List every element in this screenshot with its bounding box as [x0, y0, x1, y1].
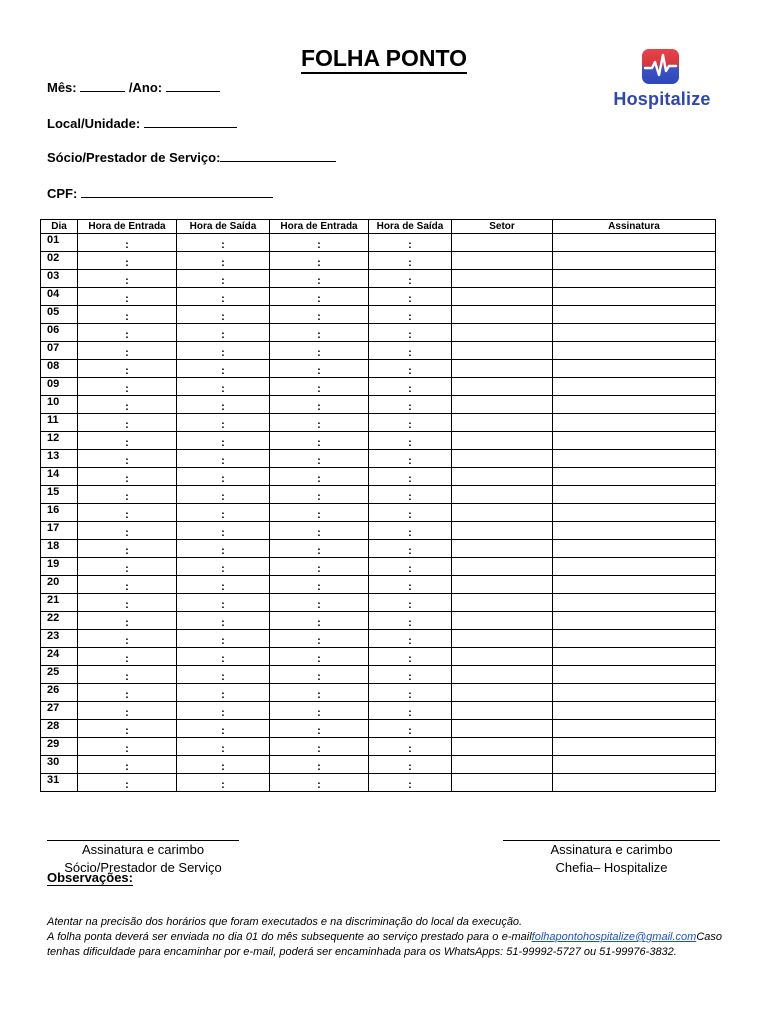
hora-entrada-1-cell[interactable]: : [78, 306, 177, 324]
hora-entrada-1-cell[interactable]: : [78, 666, 177, 684]
setor-cell[interactable] [452, 666, 553, 684]
observations-line-2-pre: A folha ponta deverá ser enviada no dia 01 do mês subsequente ao serviço prestado para o e-mail [47, 931, 532, 943]
day-cell: 15 [41, 486, 78, 504]
assinatura-cell[interactable] [553, 252, 716, 270]
assinatura-cell[interactable] [553, 486, 716, 504]
setor-cell[interactable] [452, 234, 553, 252]
local-blank[interactable] [144, 115, 237, 128]
day-cell: 06 [41, 324, 78, 342]
hora-entrada-1-cell[interactable]: : [78, 774, 177, 792]
hora-entrada-1-cell[interactable]: : [78, 684, 177, 702]
setor-cell[interactable] [452, 648, 553, 666]
hora-entrada-2-cell[interactable]: : [270, 378, 369, 396]
signature-line-right[interactable] [503, 827, 720, 841]
hora-saida-2-cell[interactable]: : [369, 648, 452, 666]
hora-entrada-1-cell[interactable]: : [78, 432, 177, 450]
day-cell: 25 [41, 666, 78, 684]
table-row [41, 450, 716, 468]
hora-entrada-2-cell[interactable]: : [270, 648, 369, 666]
setor-cell[interactable] [452, 396, 553, 414]
table-row [41, 504, 716, 522]
hora-saida-2-cell[interactable]: : [369, 576, 452, 594]
assinatura-cell[interactable] [553, 396, 716, 414]
hora-entrada-1-cell[interactable]: : [78, 720, 177, 738]
hora-saida-2-cell[interactable]: : [369, 270, 452, 288]
table-row [41, 738, 716, 756]
setor-cell[interactable] [452, 342, 553, 360]
assinatura-cell[interactable] [553, 450, 716, 468]
hora-saida-2-cell[interactable]: : [369, 720, 452, 738]
hora-entrada-2-cell[interactable]: : [270, 612, 369, 630]
hora-saida-1-cell[interactable]: : [177, 270, 270, 288]
hora-saida-1-cell[interactable]: : [177, 522, 270, 540]
hora-saida-1-cell[interactable]: : [177, 630, 270, 648]
setor-cell[interactable] [452, 432, 553, 450]
day-cell: 14 [41, 468, 78, 486]
hora-entrada-2-cell[interactable]: : [270, 720, 369, 738]
hora-saida-2-cell[interactable]: : [369, 666, 452, 684]
hora-entrada-2-cell[interactable]: : [270, 702, 369, 720]
day-cell: 19 [41, 558, 78, 576]
day-cell: 07 [41, 342, 78, 360]
setor-cell[interactable] [452, 684, 553, 702]
hora-saida-2-cell[interactable]: : [369, 414, 452, 432]
hora-entrada-1-cell[interactable]: : [78, 648, 177, 666]
setor-cell[interactable] [452, 450, 553, 468]
table-row [41, 594, 716, 612]
table-row [41, 648, 716, 666]
day-cell: 29 [41, 738, 78, 756]
hora-entrada-1-cell[interactable]: : [78, 558, 177, 576]
assinatura-cell[interactable] [553, 630, 716, 648]
hora-saida-2-cell[interactable]: : [369, 342, 452, 360]
hora-entrada-2-cell[interactable]: : [270, 666, 369, 684]
cpf-blank[interactable] [81, 185, 273, 198]
table-row [41, 630, 716, 648]
table-body [41, 234, 716, 792]
header-hora-saida-1: Hora de Saída [177, 220, 270, 234]
assinatura-cell[interactable] [553, 648, 716, 666]
hora-entrada-2-cell[interactable]: : [270, 414, 369, 432]
hora-saida-2-cell[interactable]: : [369, 324, 452, 342]
month-blank[interactable] [80, 79, 125, 92]
hora-saida-2-cell[interactable]: : [369, 468, 452, 486]
day-cell: 26 [41, 684, 78, 702]
assinatura-cell[interactable] [553, 324, 716, 342]
hora-saida-1-cell[interactable]: : [177, 378, 270, 396]
hora-saida-2-cell[interactable]: : [369, 702, 452, 720]
hora-saida-1-cell[interactable]: : [177, 594, 270, 612]
socio-blank[interactable] [220, 149, 336, 162]
header-hora-entrada-1: Hora de Entrada [78, 220, 177, 234]
table-row [41, 378, 716, 396]
hora-saida-1-cell[interactable]: : [177, 612, 270, 630]
setor-cell[interactable] [452, 522, 553, 540]
hora-saida-1-cell[interactable]: : [177, 738, 270, 756]
setor-cell[interactable] [452, 756, 553, 774]
hora-saida-1-cell[interactable]: : [177, 450, 270, 468]
table-row [41, 414, 716, 432]
hora-entrada-2-cell[interactable]: : [270, 342, 369, 360]
hora-saida-1-cell[interactable]: : [177, 288, 270, 306]
day-cell: 24 [41, 648, 78, 666]
hora-entrada-2-cell[interactable]: : [270, 234, 369, 252]
hora-entrada-1-cell[interactable]: : [78, 378, 177, 396]
hora-entrada-2-cell[interactable]: : [270, 576, 369, 594]
hora-saida-1-cell[interactable]: : [177, 342, 270, 360]
hora-entrada-1-cell[interactable]: : [78, 288, 177, 306]
hora-entrada-1-cell[interactable]: : [78, 234, 177, 252]
table-row [41, 324, 716, 342]
setor-cell[interactable] [452, 504, 553, 522]
setor-cell[interactable] [452, 738, 553, 756]
hora-entrada-2-cell[interactable]: : [270, 504, 369, 522]
setor-cell[interactable] [452, 774, 553, 792]
hora-entrada-1-cell[interactable]: : [78, 360, 177, 378]
hora-entrada-2-cell[interactable]: : [270, 306, 369, 324]
hora-entrada-2-cell[interactable]: : [270, 756, 369, 774]
day-cell: 13 [41, 450, 78, 468]
hora-entrada-1-cell[interactable]: : [78, 576, 177, 594]
socio-field [47, 149, 336, 166]
setor-cell[interactable] [452, 540, 553, 558]
assinatura-cell[interactable] [553, 522, 716, 540]
hora-entrada-1-cell[interactable]: : [78, 540, 177, 558]
hora-entrada-1-cell[interactable]: : [78, 270, 177, 288]
assinatura-cell[interactable] [553, 360, 716, 378]
assinatura-cell[interactable] [553, 612, 716, 630]
day-cell: 11 [41, 414, 78, 432]
day-cell: 03 [41, 270, 78, 288]
hora-entrada-1-cell[interactable]: : [78, 486, 177, 504]
day-cell: 22 [41, 612, 78, 630]
day-cell: 27 [41, 702, 78, 720]
hora-saida-1-cell[interactable]: : [177, 468, 270, 486]
hora-entrada-1-cell[interactable]: : [78, 612, 177, 630]
day-cell: 20 [41, 576, 78, 594]
hora-entrada-2-cell[interactable]: : [270, 594, 369, 612]
header-dia: Dia [41, 220, 78, 234]
assinatura-cell[interactable] [553, 432, 716, 450]
table-row [41, 342, 716, 360]
hora-entrada-1-cell[interactable]: : [78, 324, 177, 342]
table-row [41, 720, 716, 738]
setor-cell[interactable] [452, 360, 553, 378]
setor-cell[interactable] [452, 324, 553, 342]
table-row [41, 252, 716, 270]
hora-saida-2-cell[interactable]: : [369, 684, 452, 702]
hora-saida-1-cell[interactable]: : [177, 396, 270, 414]
hora-saida-2-cell[interactable]: : [369, 612, 452, 630]
signature-left-line2: Sócio/Prestador de Serviço [64, 860, 222, 875]
socio-label: Sócio/Prestador de Serviço: [47, 150, 221, 165]
header-hora-entrada-2: Hora de Entrada [270, 220, 369, 234]
hora-entrada-2-cell[interactable]: : [270, 252, 369, 270]
hora-entrada-2-cell[interactable]: : [270, 450, 369, 468]
hora-entrada-2-cell[interactable]: : [270, 540, 369, 558]
signature-line-left[interactable] [47, 827, 239, 841]
hora-saida-2-cell[interactable]: : [369, 378, 452, 396]
table-row [41, 540, 716, 558]
assinatura-cell[interactable] [553, 756, 716, 774]
setor-cell[interactable] [452, 306, 553, 324]
setor-cell[interactable] [452, 468, 553, 486]
observations-line-2-post: Caso tenhas dificuldade para encaminhar por e-mail, poderá ser encaminhada para os WhatsApps: 51-99992-5727 ou 51-99976-3832. [47, 931, 722, 958]
timesheet-table [40, 219, 716, 792]
hora-entrada-2-cell[interactable]: : [270, 558, 369, 576]
setor-cell[interactable] [452, 612, 553, 630]
hora-entrada-1-cell[interactable]: : [78, 468, 177, 486]
local-field [47, 115, 237, 132]
observations-line-1: Atentar na precisão dos horários que foram executados e na discriminação do local da execução. [47, 916, 523, 928]
assinatura-cell[interactable] [553, 684, 716, 702]
cpf-label: CPF: [47, 186, 78, 201]
hora-entrada-1-cell[interactable]: : [78, 594, 177, 612]
signature-right-line1: Assinatura e carimbo [550, 842, 673, 857]
hora-saida-2-cell[interactable]: : [369, 252, 452, 270]
assinatura-cell[interactable] [553, 774, 716, 792]
hora-saida-1-cell[interactable]: : [177, 666, 270, 684]
hora-saida-2-cell[interactable]: : [369, 594, 452, 612]
hospitalize-logo [604, 49, 720, 115]
assinatura-cell[interactable] [553, 288, 716, 306]
table-row [41, 360, 716, 378]
hora-saida-1-cell[interactable]: : [177, 702, 270, 720]
setor-cell[interactable] [452, 720, 553, 738]
header-hora-saida-2: Hora de Saída [369, 220, 452, 234]
table-row [41, 522, 716, 540]
hora-entrada-2-cell[interactable]: : [270, 432, 369, 450]
hora-entrada-1-cell[interactable]: : [78, 756, 177, 774]
hora-saida-2-cell[interactable]: : [369, 432, 452, 450]
hora-saida-1-cell[interactable]: : [177, 414, 270, 432]
hora-saida-1-cell[interactable]: : [177, 360, 270, 378]
hora-entrada-2-cell[interactable]: : [270, 360, 369, 378]
setor-cell[interactable] [452, 630, 553, 648]
hora-saida-1-cell[interactable]: : [177, 486, 270, 504]
day-cell: 04 [41, 288, 78, 306]
hora-saida-1-cell[interactable]: : [177, 558, 270, 576]
hora-saida-2-cell[interactable]: : [369, 756, 452, 774]
table-row [41, 558, 716, 576]
day-cell: 17 [41, 522, 78, 540]
hora-saida-1-cell[interactable]: : [177, 324, 270, 342]
table-row [41, 234, 716, 252]
hora-entrada-2-cell[interactable]: : [270, 774, 369, 792]
local-label: Local/Unidade: [47, 116, 141, 131]
hora-saida-1-cell[interactable]: : [177, 540, 270, 558]
setor-cell[interactable] [452, 270, 553, 288]
table-row [41, 684, 716, 702]
month-label: Mês: [47, 80, 77, 95]
year-label: /Ano: [128, 80, 163, 95]
assinatura-cell[interactable] [553, 234, 716, 252]
hora-entrada-2-cell[interactable]: : [270, 486, 369, 504]
assinatura-cell[interactable] [553, 540, 716, 558]
hora-entrada-2-cell[interactable]: : [270, 270, 369, 288]
table-row [41, 702, 716, 720]
signature-right-line2: Chefia– Hospitalize [555, 860, 668, 875]
hora-entrada-2-cell[interactable]: : [270, 396, 369, 414]
setor-cell[interactable] [452, 486, 553, 504]
hora-entrada-2-cell[interactable]: : [270, 684, 369, 702]
hora-entrada-1-cell[interactable]: : [78, 702, 177, 720]
table-row [41, 288, 716, 306]
day-cell: 30 [41, 756, 78, 774]
header-setor: Setor [452, 220, 553, 234]
table-row [41, 270, 716, 288]
assinatura-cell[interactable] [553, 468, 716, 486]
hora-entrada-1-cell[interactable]: : [78, 252, 177, 270]
setor-cell[interactable] [452, 252, 553, 270]
table-row [41, 306, 716, 324]
observations-line-2 [47, 930, 722, 960]
hora-saida-2-cell[interactable]: : [369, 288, 452, 306]
table-row [41, 756, 716, 774]
email-link[interactable]: folhapontohospitalize@gmail.com [531, 931, 697, 943]
day-cell: 16 [41, 504, 78, 522]
heartbeat-logo-icon [642, 49, 679, 84]
table-row [41, 432, 716, 450]
hora-entrada-2-cell[interactable]: : [270, 324, 369, 342]
assinatura-cell[interactable] [553, 666, 716, 684]
hora-entrada-1-cell[interactable]: : [78, 738, 177, 756]
day-cell: 08 [41, 360, 78, 378]
hora-saida-1-cell[interactable]: : [177, 504, 270, 522]
hora-entrada-2-cell[interactable]: : [270, 468, 369, 486]
setor-cell[interactable] [452, 594, 553, 612]
header-assinatura: Assinatura [553, 220, 716, 234]
hora-saida-2-cell[interactable]: : [369, 558, 452, 576]
assinatura-cell[interactable] [553, 558, 716, 576]
hora-entrada-1-cell[interactable]: : [78, 630, 177, 648]
assinatura-cell[interactable] [553, 576, 716, 594]
day-cell: 09 [41, 378, 78, 396]
day-cell: 12 [41, 432, 78, 450]
table-row [41, 666, 716, 684]
hora-entrada-2-cell[interactable]: : [270, 738, 369, 756]
day-cell: 05 [41, 306, 78, 324]
assinatura-cell[interactable] [553, 306, 716, 324]
table-row [41, 486, 716, 504]
hora-saida-2-cell[interactable]: : [369, 504, 452, 522]
hora-saida-2-cell[interactable]: : [369, 540, 452, 558]
hora-saida-2-cell[interactable]: : [369, 360, 452, 378]
hora-entrada-1-cell[interactable]: : [78, 414, 177, 432]
hora-saida-2-cell[interactable]: : [369, 396, 452, 414]
assinatura-cell[interactable] [553, 414, 716, 432]
setor-cell[interactable] [452, 378, 553, 396]
hora-saida-1-cell[interactable]: : [177, 234, 270, 252]
hora-saida-2-cell[interactable]: : [369, 450, 452, 468]
table-row [41, 774, 716, 792]
table-row [41, 612, 716, 630]
observations-title-text: Observações: [47, 870, 133, 885]
assinatura-cell[interactable] [553, 270, 716, 288]
title-text: FOLHA PONTO [301, 45, 467, 74]
signature-left-line1: Assinatura e carimbo [81, 842, 205, 857]
day-cell: 21 [41, 594, 78, 612]
hora-entrada-1-cell[interactable]: : [78, 450, 177, 468]
hora-saida-1-cell[interactable]: : [177, 720, 270, 738]
hora-entrada-1-cell[interactable]: : [78, 522, 177, 540]
table-row [41, 576, 716, 594]
hora-entrada-2-cell[interactable]: : [270, 522, 369, 540]
setor-cell[interactable] [452, 414, 553, 432]
hora-saida-2-cell[interactable]: : [369, 630, 452, 648]
day-cell: 18 [41, 540, 78, 558]
day-cell: 28 [41, 720, 78, 738]
hora-saida-2-cell[interactable]: : [369, 486, 452, 504]
hora-entrada-1-cell[interactable]: : [78, 504, 177, 522]
observations-title [47, 870, 133, 886]
hora-saida-1-cell[interactable]: : [177, 648, 270, 666]
hora-saida-1-cell[interactable]: : [177, 774, 270, 792]
hora-saida-2-cell[interactable]: : [369, 522, 452, 540]
setor-cell[interactable] [452, 702, 553, 720]
setor-cell[interactable] [452, 558, 553, 576]
signature-chefia [503, 827, 720, 877]
hora-saida-1-cell[interactable]: : [177, 306, 270, 324]
table-header-row [41, 220, 716, 234]
hora-entrada-1-cell[interactable]: : [78, 396, 177, 414]
cpf-field [47, 185, 273, 202]
hora-saida-1-cell[interactable]: : [177, 756, 270, 774]
day-cell: 23 [41, 630, 78, 648]
table-row [41, 468, 716, 486]
hora-saida-1-cell[interactable]: : [177, 432, 270, 450]
setor-cell[interactable] [452, 288, 553, 306]
hora-entrada-1-cell[interactable]: : [78, 342, 177, 360]
assinatura-cell[interactable] [553, 702, 716, 720]
hora-saida-2-cell[interactable]: : [369, 738, 452, 756]
assinatura-cell[interactable] [553, 738, 716, 756]
assinatura-cell[interactable] [553, 504, 716, 522]
hora-saida-2-cell[interactable]: : [369, 774, 452, 792]
hora-entrada-2-cell[interactable]: : [270, 630, 369, 648]
assinatura-cell[interactable] [553, 378, 716, 396]
hora-saida-2-cell[interactable]: : [369, 234, 452, 252]
hora-saida-1-cell[interactable]: : [177, 252, 270, 270]
assinatura-cell[interactable] [553, 720, 716, 738]
hora-saida-1-cell[interactable]: : [177, 684, 270, 702]
assinatura-cell[interactable] [553, 594, 716, 612]
year-blank[interactable] [166, 79, 220, 92]
month-year-field [47, 79, 220, 96]
day-cell: 10 [41, 396, 78, 414]
setor-cell[interactable] [452, 576, 553, 594]
assinatura-cell[interactable] [553, 342, 716, 360]
hora-saida-2-cell[interactable]: : [369, 306, 452, 324]
logo-wordmark: Hospitalize [613, 89, 711, 109]
day-cell: 01 [41, 234, 78, 252]
day-cell: 31 [41, 774, 78, 792]
table-row [41, 396, 716, 414]
day-cell: 02 [41, 252, 78, 270]
hora-saida-1-cell[interactable]: : [177, 576, 270, 594]
hora-entrada-2-cell[interactable]: : [270, 288, 369, 306]
